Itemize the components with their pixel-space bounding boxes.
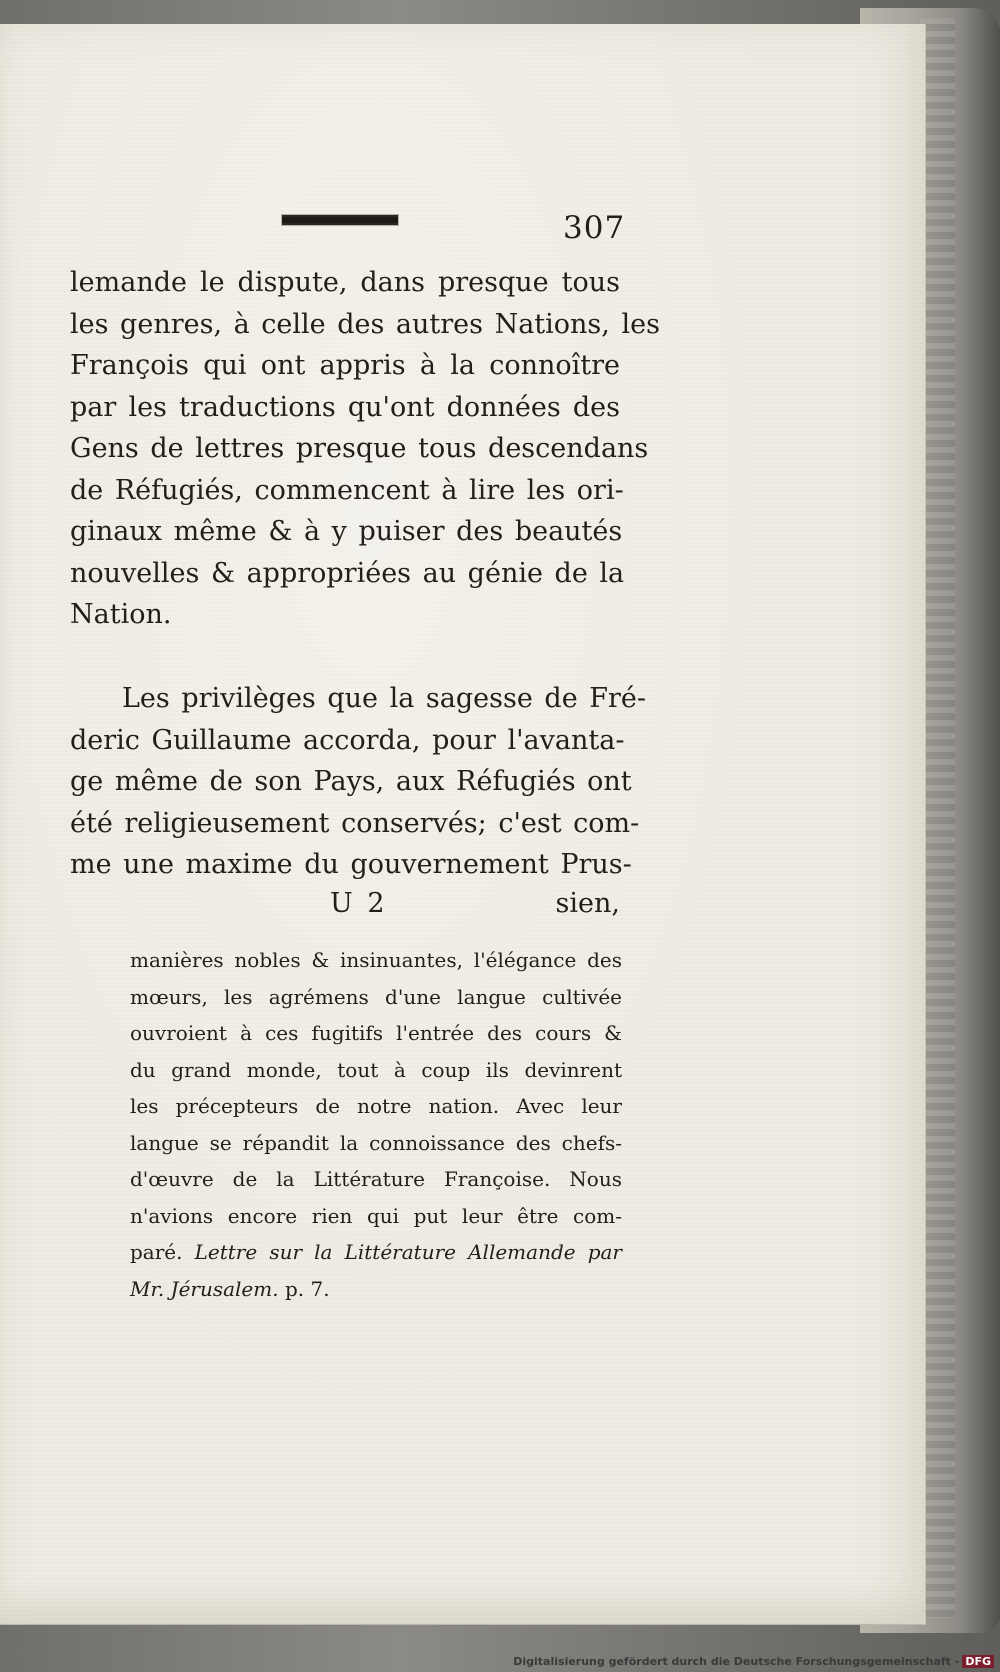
footnote-line: langue se répandit la connoissance des chefs- xyxy=(130,1130,622,1155)
text-line: ge même de son Pays, aux Réfugiés ont xyxy=(70,766,632,797)
text-line: lemande le dispute, dans presque tous xyxy=(70,267,620,298)
text-line: deric Guillaume accorda, pour l'avanta- xyxy=(70,724,625,756)
footnote-citation-line xyxy=(130,1234,622,1271)
citation-title: Lettre sur la Littérature Allemande par xyxy=(194,1240,622,1264)
text-line: été religieusement conservés; c'est com- xyxy=(70,807,640,839)
footnote-line: les précepteurs de notre nation. Avec leur xyxy=(130,1094,622,1118)
citation-page: p. 7. xyxy=(284,1276,330,1301)
footnote-line: mœurs, les agrémens d'une langue cultivée xyxy=(130,984,622,1009)
footnote-line: d'œuvre de la Littérature Françoise. Nous xyxy=(130,1167,622,1191)
credit-text: Digitalisierung gefördert durch die Deutsche Forschungsgemeinschaft - xyxy=(513,1655,960,1668)
text-line: de Réfugiés, commencent à lire les ori- xyxy=(70,474,624,506)
text-line: Les privilèges que la sagesse de Fré- xyxy=(122,683,646,714)
text-line: les genres, à celle des autres Nations, les xyxy=(70,308,660,340)
signature-mark: U 2 xyxy=(330,888,388,919)
text-line: François qui ont appris à la connoître xyxy=(70,350,620,381)
paragraph-1 xyxy=(70,262,660,636)
header-rule-ornament xyxy=(282,215,398,225)
text-line: me une maxime du gouvernement Prus- xyxy=(70,849,632,880)
dfg-logo: DFG xyxy=(962,1655,994,1668)
footnote-line: ouvroient à ces fugitifs l'entrée des cours & xyxy=(130,1021,622,1045)
text-line: ginaux même & à y puiser des beautés xyxy=(70,516,623,547)
citation-author: Mr. Jérusalem. xyxy=(130,1276,279,1301)
footnote-author-line xyxy=(130,1271,622,1308)
footnote xyxy=(130,942,622,1307)
signature-line xyxy=(70,883,620,925)
footnote-line: manières nobles & insinuantes, l'élégance des xyxy=(130,948,622,972)
digitization-credit xyxy=(513,1655,994,1668)
text-line: Nation. xyxy=(70,599,172,630)
text-line: nouvelles & appropriées au génie de la xyxy=(70,557,625,589)
footnote-line: du grand monde, tout à coup ils devinrent xyxy=(130,1057,622,1082)
text-line: Gens de lettres presque tous descendans xyxy=(70,433,649,464)
text-line: par les traductions qu'ont données des xyxy=(70,391,620,423)
page-number: 307 xyxy=(563,210,626,246)
footnote-line: n'avions encore rien qui put leur être com- xyxy=(130,1203,622,1228)
catchword: sien, xyxy=(555,888,620,919)
footnote-start: paré. xyxy=(130,1240,183,1264)
paragraph-2 xyxy=(70,678,646,886)
